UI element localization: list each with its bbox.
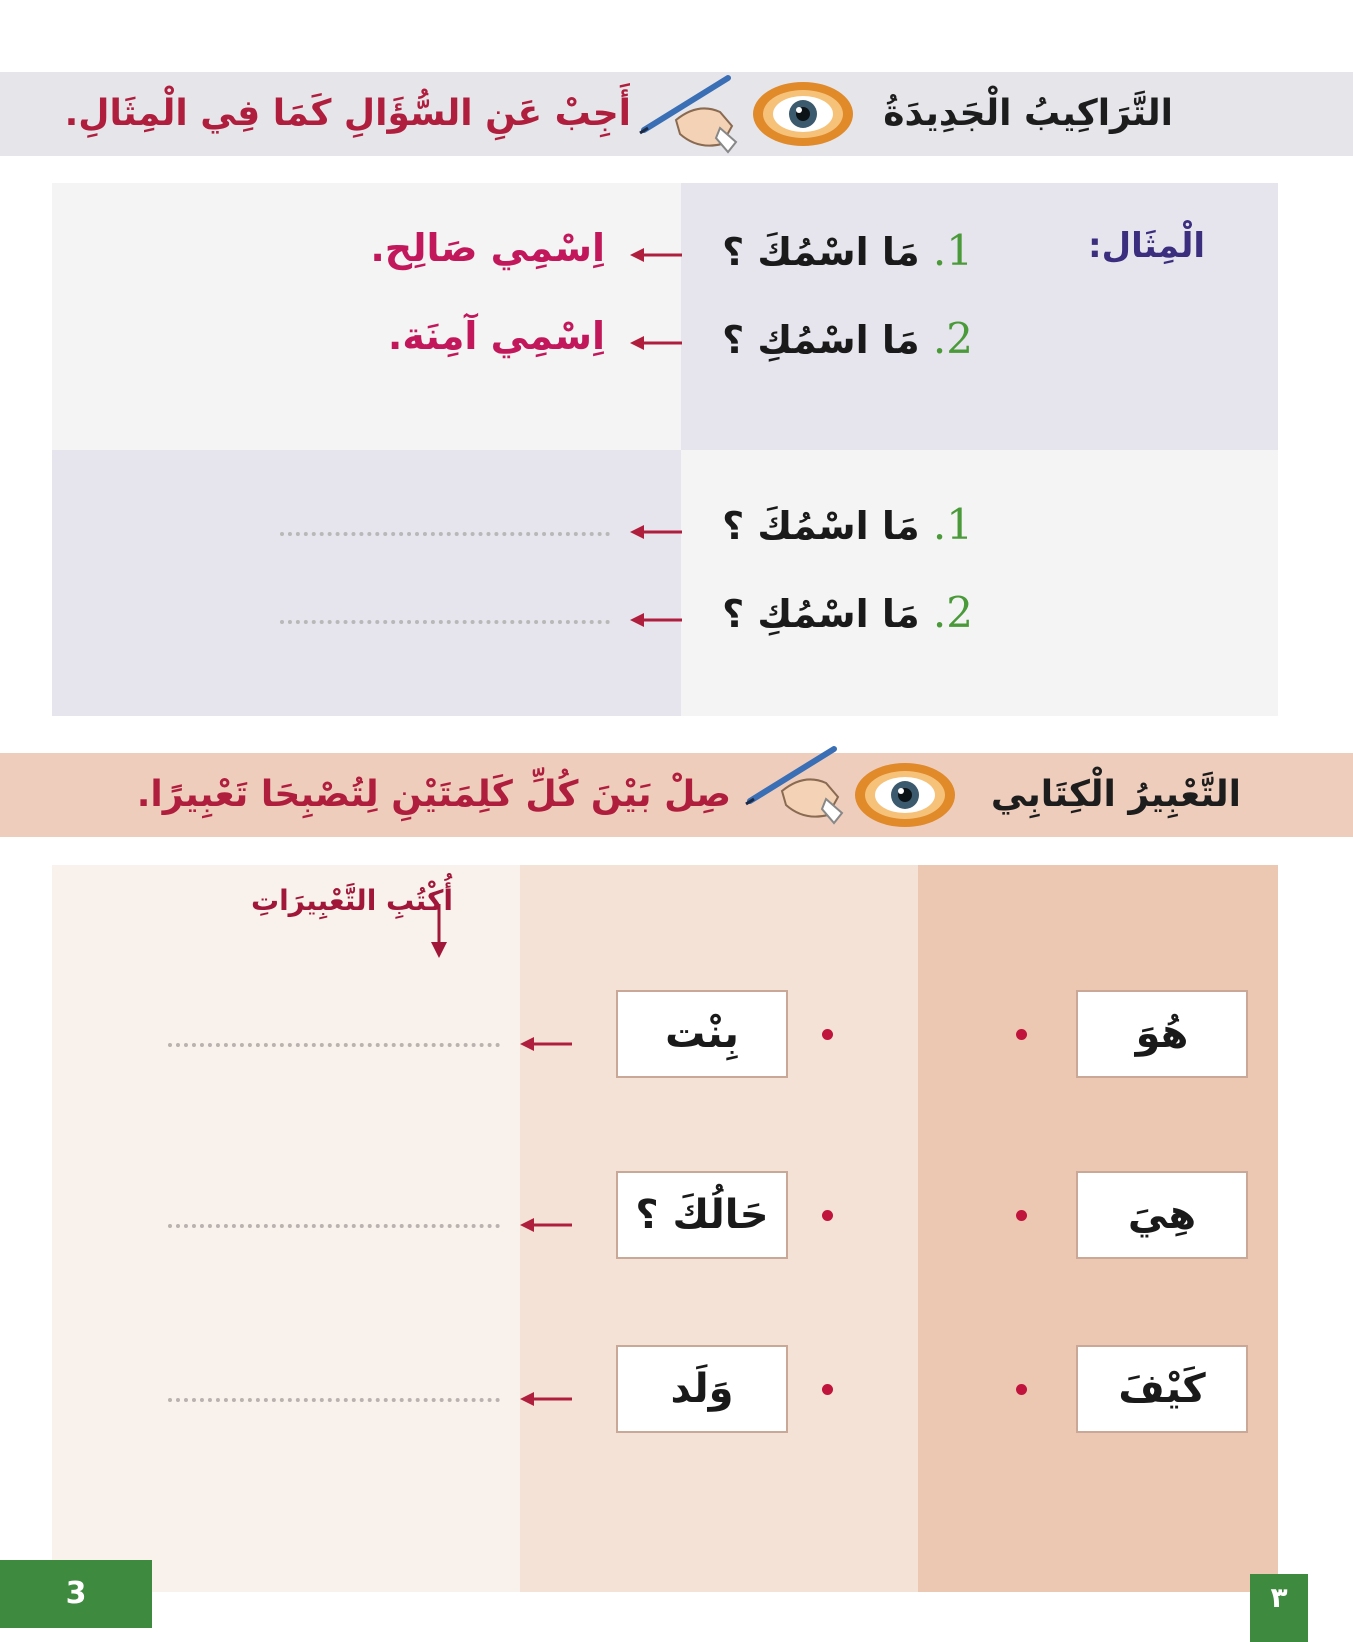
- write-line-2[interactable]: [168, 1224, 500, 1228]
- question-text: مَا اسْمُكَ ؟: [722, 230, 920, 274]
- example-label: الْمِثَال:: [1088, 226, 1205, 266]
- example-answer-2: اِسْمِي آمِنَة.: [387, 314, 605, 358]
- arrow-left-icon: [630, 247, 682, 267]
- word-card-kayfa[interactable]: كَيْفَ: [1076, 1345, 1248, 1433]
- question-number: 2.: [932, 588, 973, 637]
- eye-icon: [850, 755, 960, 839]
- word-card-huwa[interactable]: هُوَ: [1076, 990, 1248, 1078]
- example-answer-1: اِسْمِي صَالِح.: [370, 226, 605, 270]
- write-line-1[interactable]: [168, 1043, 500, 1047]
- arrow-left-icon: [520, 1217, 572, 1237]
- arrow-left-icon: [520, 1391, 572, 1411]
- arrow-left-icon: [630, 524, 682, 544]
- section-instruction: أَجِبْ عَنِ السُّؤَالِ كَمَا فِي الْمِثَالِ.: [64, 93, 631, 134]
- match-dot[interactable]: [1016, 1029, 1027, 1040]
- match-dot[interactable]: [1016, 1210, 1027, 1221]
- section-title: التَّرَاكِيبُ الْجَدِيدَةُ: [883, 93, 1173, 134]
- arrow-left-icon: [630, 612, 682, 632]
- section-header-writing: [0, 753, 1353, 837]
- write-line-3[interactable]: [168, 1398, 500, 1402]
- arrow-down-icon: [430, 904, 448, 962]
- pencil-hand-icon: [742, 743, 852, 831]
- question-text: مَا اسْمُكِ ؟: [722, 318, 920, 362]
- question-text: مَا اسْمُكَ ؟: [722, 504, 920, 548]
- word-card-bint[interactable]: بِنْت: [616, 990, 788, 1078]
- match-dot[interactable]: [822, 1029, 833, 1040]
- question-number: 1.: [932, 226, 973, 275]
- question-text: مَا اسْمُكِ ؟: [722, 592, 920, 636]
- section-header-structures: [0, 72, 1353, 156]
- page-number-left: 3: [0, 1560, 152, 1628]
- page-number-right: ٣: [1250, 1574, 1308, 1642]
- answer-blank-1[interactable]: [280, 532, 610, 536]
- question-number: 2.: [932, 314, 973, 363]
- word-card-hiya[interactable]: هِيَ: [1076, 1171, 1248, 1259]
- arrow-left-icon: [520, 1036, 572, 1056]
- write-column: [52, 865, 520, 1592]
- arrow-left-icon: [630, 335, 682, 355]
- pencil-hand-icon: [636, 72, 746, 160]
- question-number: 1.: [932, 500, 973, 549]
- section-title: التَّعْبِيرُ الْكِتَابِي: [990, 774, 1241, 815]
- word-card-haluka[interactable]: حَالُكَ ؟: [616, 1171, 788, 1259]
- match-dot[interactable]: [822, 1384, 833, 1395]
- exercise-question-2: [722, 588, 973, 637]
- eye-icon: [748, 74, 858, 158]
- match-dot[interactable]: [822, 1210, 833, 1221]
- answer-blank-2[interactable]: [280, 620, 610, 624]
- exercise-question-cell: [681, 450, 1278, 716]
- exercise-question-1: [722, 500, 973, 549]
- match-dot[interactable]: [1016, 1384, 1027, 1395]
- example-question-2: [722, 314, 973, 363]
- word-card-walad[interactable]: وَلَد: [616, 1345, 788, 1433]
- section-instruction: صِلْ بَيْنَ كُلِّ كَلِمَتَيْنِ لِتُصْبِحَا تَعْبِيرًا.: [136, 774, 731, 815]
- exercise-answer-cell: [52, 450, 681, 716]
- write-expressions-label: أُكْتُبِ التَّعْبِيرَاتِ: [250, 884, 453, 917]
- example-question-1: [722, 226, 973, 275]
